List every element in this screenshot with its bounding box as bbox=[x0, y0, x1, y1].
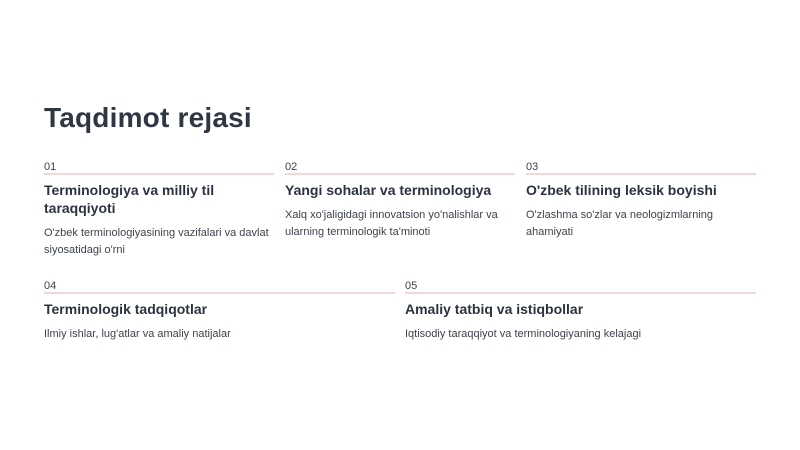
agenda-item-number: 05 bbox=[405, 280, 418, 292]
agenda-item-description: Ilmiy ishlar, lug'atlar va amaliy natijalar bbox=[44, 328, 231, 340]
agenda-item-number-row bbox=[285, 161, 515, 175]
agenda-item-number: 04 bbox=[44, 280, 57, 292]
agenda-item-divider bbox=[526, 173, 756, 175]
agenda-item-divider bbox=[44, 292, 395, 294]
agenda-item-heading: Yangi sohalar va terminologiya bbox=[285, 182, 492, 198]
agenda-item-divider bbox=[285, 173, 515, 175]
agenda-item-3 bbox=[526, 161, 756, 241]
agenda-item-description: Xalq xo'jaligidagi innovatsion yo'nalishlar va ularning terminologik ta'minoti bbox=[285, 209, 498, 238]
agenda-item-description: O'zlashma so'zlar va neologizmlarning ahamiyati bbox=[526, 209, 714, 238]
agenda-item-heading: Terminologik tadqiqotlar bbox=[44, 301, 208, 317]
agenda-item-number: 03 bbox=[526, 161, 539, 173]
agenda-item-heading: Amaliy tatbiq va istiqbollar bbox=[405, 301, 584, 317]
agenda-item-heading: O'zbek tilining leksik boyishi bbox=[526, 182, 717, 198]
agenda-item-number-row bbox=[526, 161, 756, 175]
agenda-item-number-row bbox=[44, 161, 274, 175]
agenda-item-heading: Terminologiya va milliy til taraqqiyoti bbox=[44, 182, 215, 216]
agenda-item-divider bbox=[405, 292, 756, 294]
agenda-item-number: 02 bbox=[285, 161, 298, 173]
agenda-item-number-row bbox=[405, 280, 756, 294]
slide-title: Taqdimot rejasi bbox=[44, 102, 252, 133]
agenda-item-2 bbox=[285, 161, 515, 241]
agenda-item-number: 01 bbox=[44, 161, 57, 173]
agenda-item-5 bbox=[405, 280, 756, 343]
agenda-item-4 bbox=[44, 280, 395, 343]
agenda-item-divider bbox=[44, 173, 274, 175]
agenda-item-description: O'zbek terminologiyasining vazifalari va davlat siyosatidagi o'rni bbox=[44, 227, 269, 256]
agenda-item-number-row bbox=[44, 280, 395, 294]
agenda-item-1 bbox=[44, 161, 274, 259]
agenda-item-description: Iqtisodiy taraqqiyot va terminologiyaning kelajagi bbox=[405, 328, 642, 340]
